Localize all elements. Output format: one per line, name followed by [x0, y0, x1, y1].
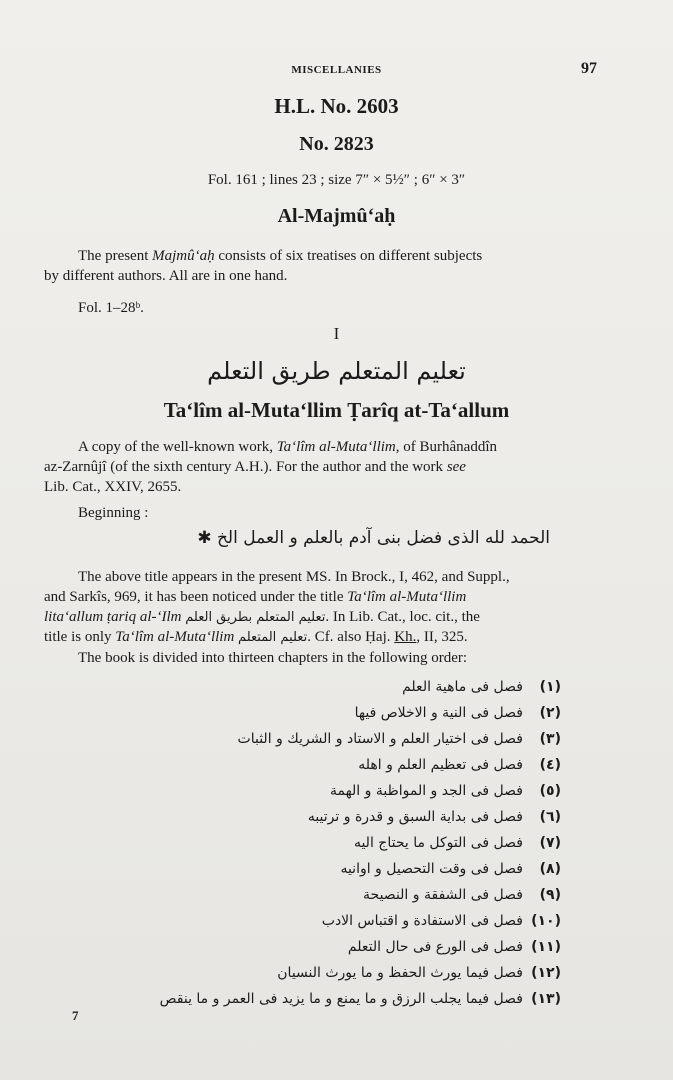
work-title: Al-Majmû‘aḥ [277, 205, 396, 227]
copy-line-2: az-Zarnûjî (of the sixth century A.H.). For the author and the work see [44, 459, 466, 475]
chapter-item [91, 858, 561, 880]
folio-range: Fol. 1–28ᵇ. [78, 300, 144, 316]
chapter-item [91, 884, 561, 906]
chapter-item [91, 962, 561, 984]
chapter-title: فصل فى الاستفادة و اقتباس الادب [321, 913, 523, 929]
chapter-title: فصل فى ماهية العلم [402, 679, 523, 695]
hl-number-heading: H.L. No. 2603 [274, 94, 399, 118]
chapter-item [91, 936, 561, 958]
chapter-item [91, 988, 561, 1010]
chapter-item [91, 910, 561, 932]
chapter-number: (٢) [539, 705, 561, 721]
section-numeral: I [333, 324, 340, 343]
beginning-label: Beginning : [78, 505, 149, 521]
chapter-title: فصل فى وقت التحصيل و اوانيه [340, 861, 523, 877]
title-para-line-5: The book is divided into thirteen chapters in the following order: [78, 650, 468, 666]
chapter-title: فصل فى التوكل ما يحتاج اليه [353, 835, 523, 851]
chapter-title: فصل فيما يجلب الرزق و ما يمنع و ما يزيد فى العمر و ما ينقص [159, 991, 523, 1007]
chapter-title: فصل فى النية و الاخلاص فيها [354, 705, 523, 721]
intro-line-1: The present Majmû‘aḥ consists of six treatises on different subjects [78, 248, 483, 264]
title-para-line-2: and Sarkîs, 969, it has been noticed under the title Ta‘lîm al-Muta‘llim [44, 589, 467, 605]
chapter-number: (٨) [539, 861, 561, 877]
page-number: 97 [581, 60, 597, 77]
chapter-number: (٦) [539, 809, 561, 825]
chapter-item [91, 702, 561, 724]
chapter-title: فصل فى الجد و المواظبة و الهمة [329, 783, 523, 799]
chapter-item [91, 832, 561, 854]
chapter-number: (٩) [539, 887, 561, 903]
title-para-line-1: The above title appears in the present MS. In Brock., I, 462, and Suppl., [78, 569, 510, 585]
transliterated-section-title: Ta‘lîm al-Muta‘llim Ṭarîq at-Ta‘allum [163, 398, 510, 422]
chapter-number: (٥) [539, 783, 561, 799]
chapter-title: فصل فى بداية السبق و قدرة و ترتيبه [307, 809, 523, 825]
intro-line-2: by different authors. All are in one hand. [44, 268, 288, 284]
copy-line-3: Lib. Cat., XXIV, 2655. [44, 479, 182, 495]
chapter-title: فصل فى الشفقة و النصيحة [363, 887, 523, 903]
chapter-number: (٤) [539, 757, 561, 773]
chapter-number: (١٠) [531, 913, 561, 929]
chapter-item [91, 676, 561, 698]
chapter-title: فصل فى تعظيم العلم و اهله [358, 757, 523, 773]
chapter-item [91, 806, 561, 828]
folio-details: Fol. 161 ; lines 23 ; size 7″ × 5½″ ; 6″ × 3″ [207, 172, 466, 188]
running-head: MISCELLANIES [291, 64, 382, 76]
beginning-arabic-text: الحمد لله الذى فضل بنى آدم بالعلم و العمل الخ ✱ [197, 528, 550, 548]
chapter-number: (١) [539, 679, 561, 695]
chapter-number: (١١) [531, 939, 561, 955]
chapter-number: (١٣) [531, 991, 561, 1007]
chapter-title: فصل فيما يورث الحفظ و ما يورث النسيان [277, 965, 523, 981]
chapter-number: (٣) [539, 731, 561, 747]
chapter-title: فصل فى الورع فى حال التعلم [347, 939, 523, 955]
signature-mark: 7 [72, 1008, 79, 1023]
chapter-title: فصل فى اختيار العلم و الاستاد و الشريك و الثبات [237, 731, 523, 747]
arabic-section-title: تعليم المتعلم طريق التعلم [207, 357, 466, 385]
chapter-item [91, 728, 561, 750]
chapter-number: (٧) [539, 835, 561, 851]
chapter-item [91, 754, 561, 776]
catalogue-number-heading: No. 2823 [299, 133, 374, 155]
chapter-number: (١٢) [531, 965, 561, 981]
copy-line-1: A copy of the well-known work, Ta‘lîm al-Muta‘llim, of Burhânaddîn [78, 439, 497, 455]
title-para-line-4: title is only Ta‘lîm al-Muta‘llim تعليم المتعلم. Cf. also Ḥaj. Kh., II, 325. [44, 629, 468, 645]
title-para-line-3: lita‘allum ṭariq al-‘Ilm تعليم المتعلم بطريق العلم. In Lib. Cat., loc. cit., the [44, 609, 480, 625]
chapter-item [91, 780, 561, 802]
